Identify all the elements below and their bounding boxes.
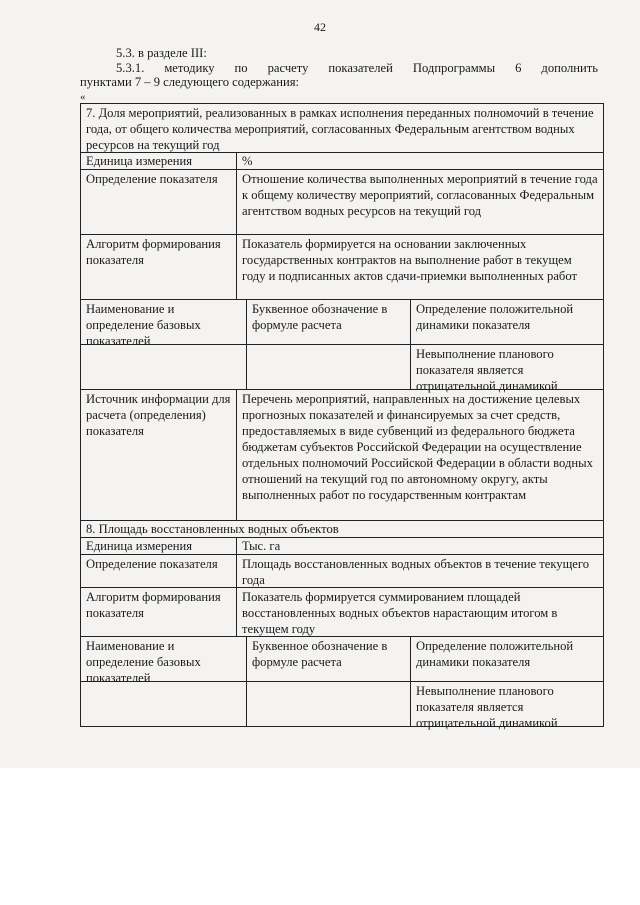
algorithm-label: Алгоритм формирования показателя <box>81 588 237 636</box>
algorithm-value: Показатель формируется на основании заключенных государственных контрактов на выполнение работ в текущем году и подписанных актов сдачи-приемки выполненных работ <box>242 237 577 283</box>
page-number: 42 <box>314 20 326 34</box>
table-row <box>81 389 603 520</box>
algorithm-value: Показатель формируется суммированием площадей восстановленных водных объектов нарастающим итогом в текущем году <box>242 590 558 636</box>
negative-dynamics-text: Невыполнение планового показателя является отрицательной динамикой <box>416 347 558 393</box>
table-row <box>81 681 603 730</box>
empty-cell <box>81 682 247 726</box>
unit-label: Единица измерения <box>81 538 237 554</box>
table-row <box>81 537 603 554</box>
table-row <box>81 234 603 299</box>
table-row <box>81 554 603 587</box>
table-row <box>81 152 603 169</box>
paragraph-5-3-1: 5.3.1. методику по расчету показателей Подпрограммы 6 дополнить <box>116 61 598 75</box>
unit-value: % <box>242 154 253 168</box>
formula-symbol-label: Буквенное обозначение в формуле расчета <box>247 300 411 344</box>
negative-dynamics-text: Невыполнение планового показателя является отрицательной динамикой <box>416 684 558 730</box>
formula-symbol-label: Буквенное обозначение в формуле расчета <box>247 637 411 681</box>
definition-value: Отношение количества выполненных мероприятий в течение года к общему количеству мероприятий, согласованных Федеральным агентством водных ресурсов на текущий год <box>242 172 598 218</box>
definition-label: Определение показателя <box>81 555 237 587</box>
base-indicators-label: Наименование и определение базовых показателей <box>81 637 247 681</box>
base-indicators-label: Наименование и определение базовых показателей <box>81 300 247 344</box>
table-row <box>81 169 603 234</box>
table-row <box>81 344 603 393</box>
definition-label: Определение показателя <box>81 170 237 234</box>
paragraph-5-3-1-continued: пунктами 7 – 9 следующего содержания: <box>80 75 300 89</box>
table-row <box>81 587 603 636</box>
source-label: Источник информации для расчета (определения) показателя <box>81 390 237 520</box>
positive-dynamics-label: Определение положительной динамики показателя <box>416 639 574 669</box>
empty-cell <box>81 345 247 389</box>
algorithm-label: Алгоритм формирования показателя <box>81 235 237 299</box>
unit-value: Тыс. га <box>242 539 281 553</box>
table-row <box>81 636 603 685</box>
definition-value: Площадь восстановленных водных объектов в течение текущего года <box>242 557 590 587</box>
table-row <box>81 299 603 348</box>
positive-dynamics-label: Определение положительной динамики показателя <box>416 302 574 332</box>
indicator-table <box>80 103 604 730</box>
opening-quote: « <box>80 91 86 103</box>
section-8-title: 8. Площадь восстановленных водных объектов <box>81 520 603 537</box>
paragraph-5-3: 5.3. в разделе III: <box>116 46 207 60</box>
unit-label: Единица измерения <box>81 153 237 169</box>
empty-cell <box>247 682 411 726</box>
empty-cell <box>247 345 411 389</box>
source-value: Перечень мероприятий, направленных на достижение целевых прогнозных показателей и финансируемых за счет средств, предоставляемых в виде субвенций из федерального бюджета бюджетам субъектов Российской Федерации на осуществление отдельных полномочий Российской Федерации в области водных отношений на текущий год по автономному округу, акты выполненных работ по государственным контрактам <box>242 392 593 502</box>
section-7-title: 7. Доля мероприятий, реализованных в рамках исполнения переданных полномочий в течение года, от общего количества мероприятий, согласованных Федеральным агентством водных ресурсов на текущий год <box>86 106 594 152</box>
